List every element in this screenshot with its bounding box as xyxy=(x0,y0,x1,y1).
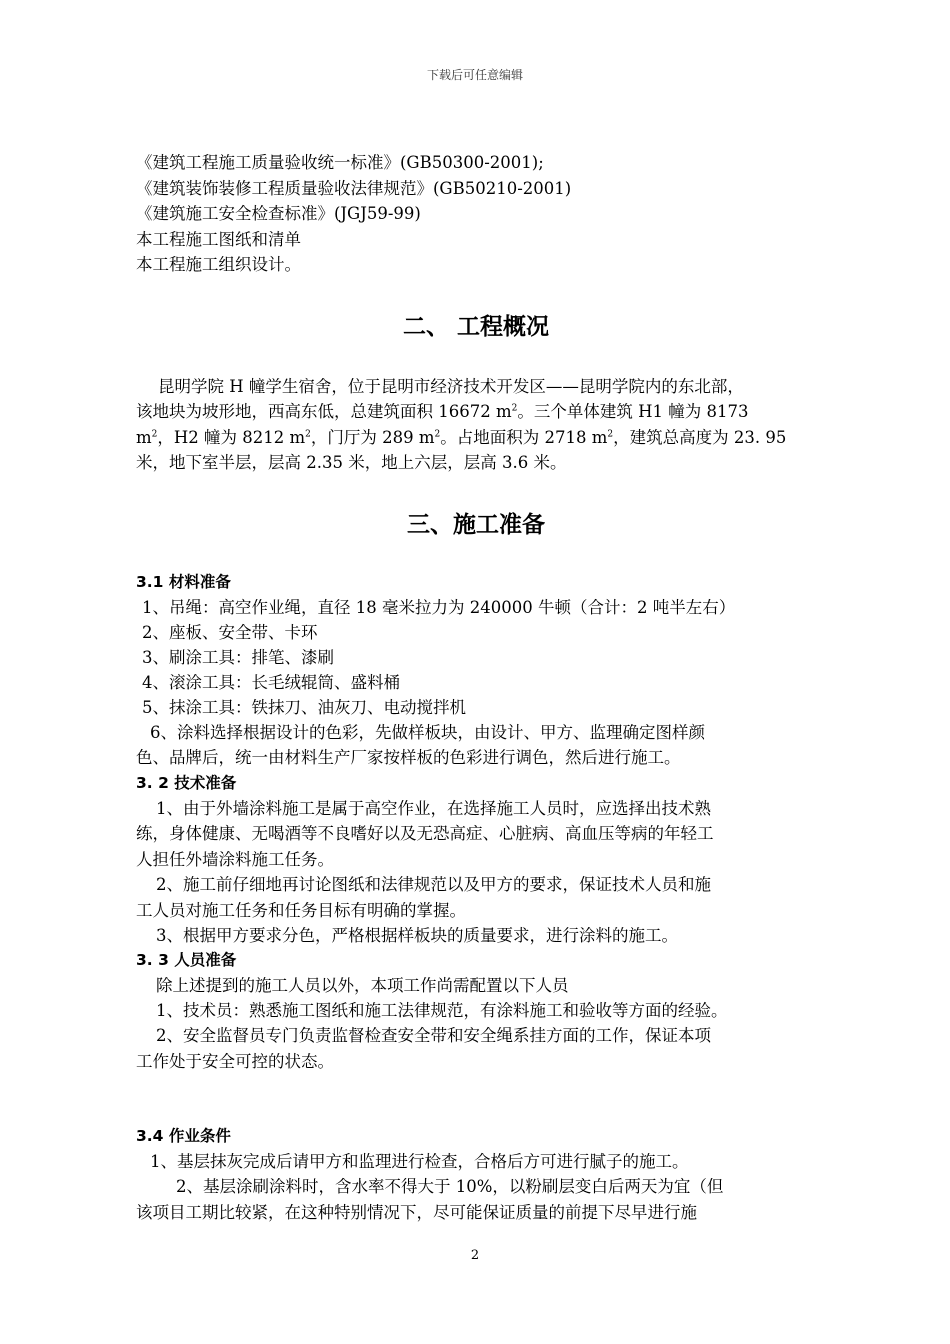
material-item: 1、吊绳：高空作业绳，直径 18 毫米拉力为 240000 牛顿（合计：2 吨半左右） xyxy=(142,597,736,617)
section-title-overview: 二、 工程概况 xyxy=(402,313,549,340)
condition-item: 1、基层抹灰完成后请甲方和监理进行检查，合格后方可进行腻子的施工。 xyxy=(150,1152,689,1171)
tech-paragraph: 3、根据甲方要求分色，严格根据样板块的质量要求，进行涂料的施工。 xyxy=(156,926,678,945)
section-3-3 xyxy=(136,948,816,1074)
superscript: 2 xyxy=(607,429,614,439)
overview-line: 昆明学院 H 幢学生宿舍，位于昆明市经济技术开发区——昆明学院内的东北部， xyxy=(158,376,744,396)
superscript: 2 xyxy=(305,429,311,439)
overview-line: 该地块为坡形地，西高东低，总建筑面积 16672 $m^2$。三个单体建筑 H1 幢为 8173 xyxy=(136,402,749,421)
material-item: 3、刷涂工具：排笔、漆刷 xyxy=(142,647,334,667)
reference-list xyxy=(136,150,816,278)
subsection-heading: 3. 3 人员准备 xyxy=(136,951,237,969)
section-3-2 xyxy=(136,771,816,949)
reference-item: 《建筑装饰装修工程质量验收法律规范》(GB50210-2001) xyxy=(136,178,572,198)
section-3-4 xyxy=(136,1124,816,1225)
reference-item: 《建筑工程施工质量验收统一标准》(GB50300-2001); xyxy=(136,153,544,172)
superscript: 2 xyxy=(434,429,441,439)
material-item: 4、滚涂工具：长毛绒辊筒、盛料桶 xyxy=(142,672,400,692)
superscript: 2 xyxy=(151,429,158,439)
material-item: 6、涂料选择根据设计的色彩，先做样板块，由设计、甲方、监理确定图样颜 色、品牌后，统一由材料生产厂家按样板的色彩进行调色，然后进行施工。 xyxy=(136,722,705,767)
section-3-1 xyxy=(136,570,816,771)
page-number: 2 xyxy=(470,1248,480,1263)
reference-item: 《建筑施工安全检查标准》(JGJ59-99) xyxy=(136,204,421,223)
overview-line: $m^2$，H2 幢为 8212 $m^2$，门厅为 289 $m^2$。占地面积为 2718 $m^2$，建筑总高度为 23. 95 xyxy=(136,427,787,447)
section-title-preparation: 三、施工准备 xyxy=(407,511,545,538)
overview-paragraph xyxy=(136,374,816,476)
superscript: 2 xyxy=(511,403,518,414)
staff-intro: 除上述提到的施工人员以外，本项工作尚需配置以下人员 xyxy=(156,976,569,995)
document-body xyxy=(136,150,816,1225)
condition-item: 2、基层涂刷涂料时，含水率不得大于 10%，以粉刷层变白后两天为宜（但 该项目工期比较紧，在这种特别情况下，尽可能保证质量的前提下尽早进行施 xyxy=(136,1177,724,1222)
overview-line: 米，地下室半层，层高 2.35 米，地上六层，层高 3.6 米。 xyxy=(136,453,567,472)
page-header: 下载后可任意编辑 xyxy=(426,68,523,82)
subsection-heading: 3.4 作业条件 xyxy=(136,1127,231,1145)
subsection-heading: 3.1 材料准备 xyxy=(136,572,231,591)
material-item: 5、抹涂工具：铁抹刀、油灰刀、电动搅拌机 xyxy=(142,697,466,717)
staff-item: 2、安全监督员专门负责监督检查安全带和安全绳系挂方面的工作，保证本项 工作处于安全可控的状态。 xyxy=(136,1026,711,1071)
tech-paragraph: 2、施工前仔细地再讨论图纸和法律规范以及甲方的要求，保证技术人员和施 工人员对施工任务和任务目标有明确的掌握。 xyxy=(136,875,711,920)
staff-item: 1、技术员：熟悉施工图纸和施工法律规范，有涂料施工和验收等方面的经验。 xyxy=(156,1001,728,1020)
material-item: 2、座板、安全带、卡环 xyxy=(142,622,318,642)
reference-item: 本工程施工组织设计。 xyxy=(136,255,301,274)
reference-item: 本工程施工图纸和清单 xyxy=(136,229,301,249)
tech-paragraph: 1、由于外墙涂料施工是属于高空作业，在选择施工人员时，应选择出技术熟 练，身体健康、无喝酒等不良嗜好以及无恐高症、心脏病、高血压等病的年轻工 人担任外墙涂料施工任务。 xyxy=(136,798,714,869)
subsection-heading: 3. 2 技术准备 xyxy=(136,773,237,792)
